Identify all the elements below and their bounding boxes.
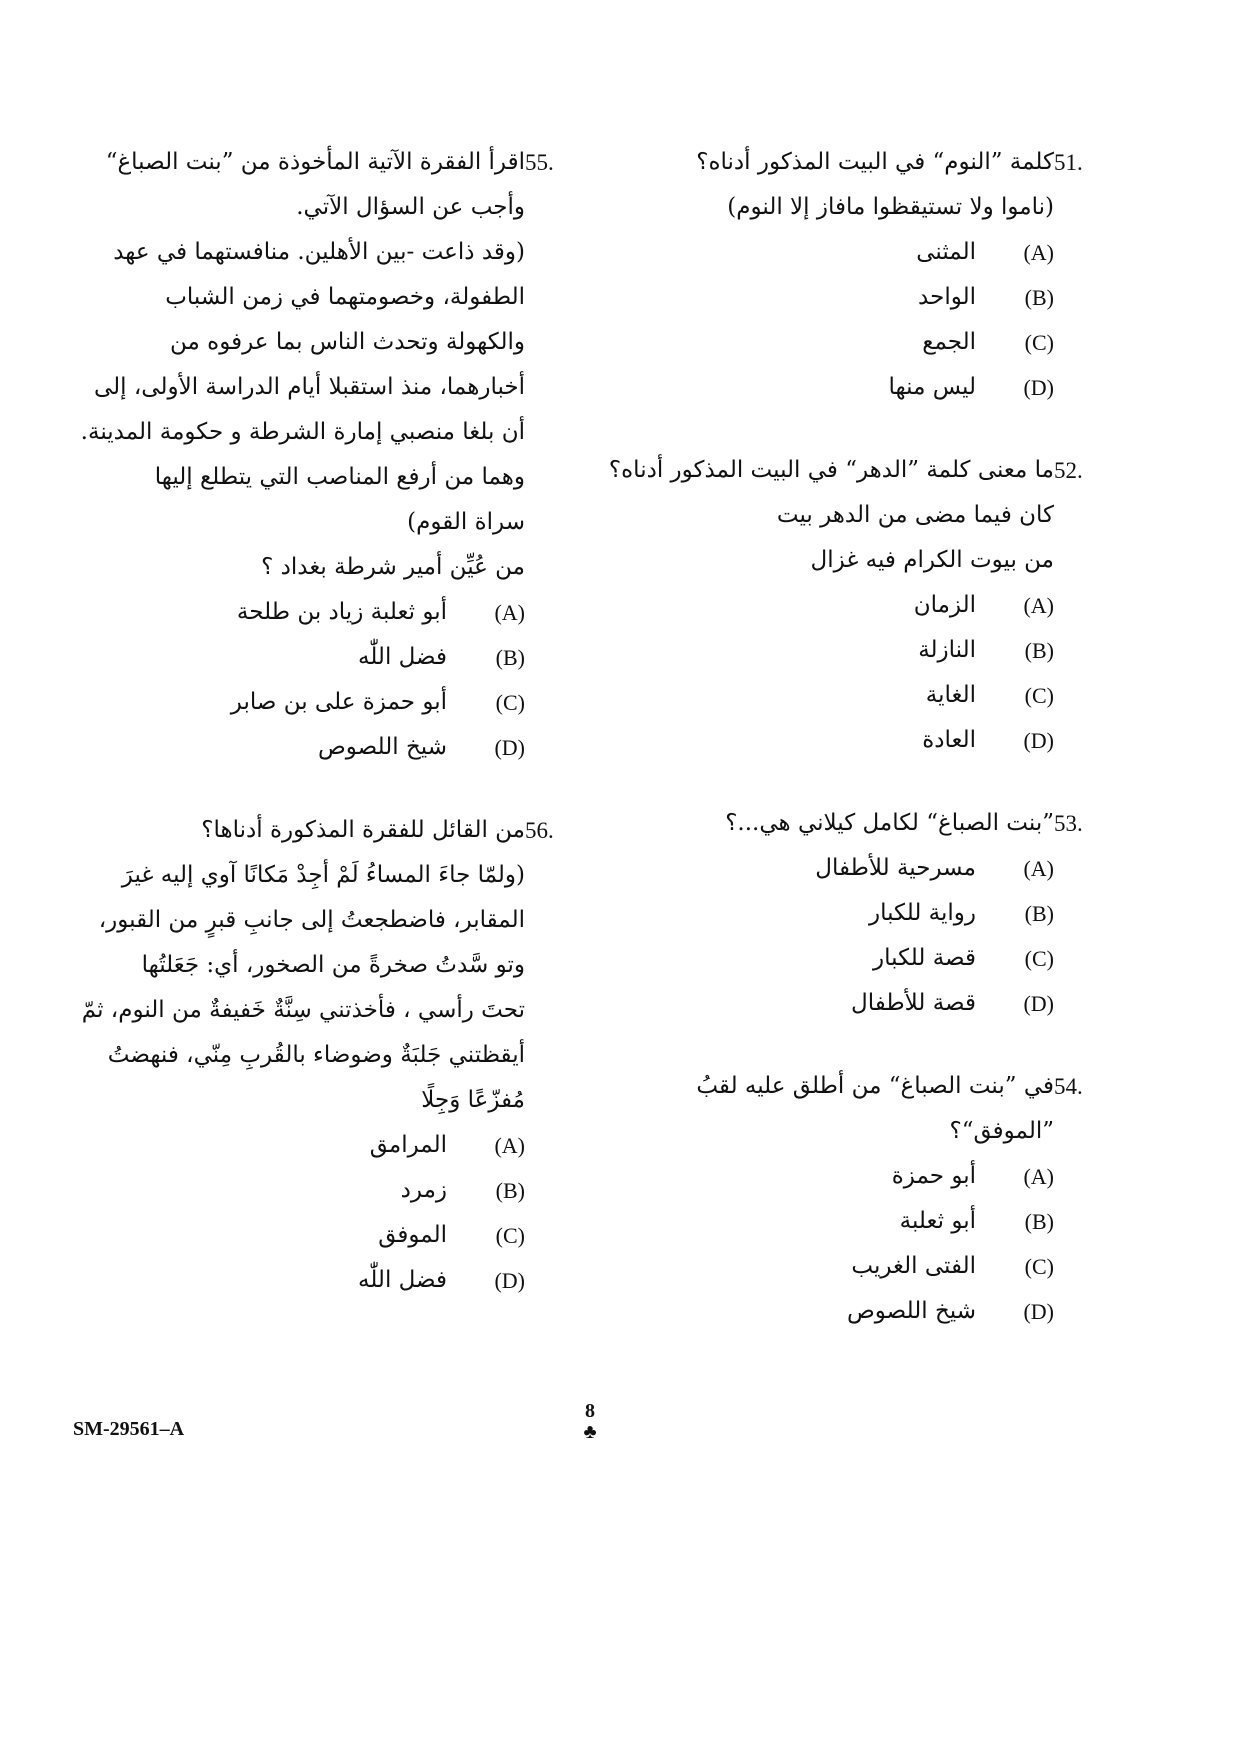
option-label: (A) [1023,593,1054,618]
question-line: والكهولة وتحدث الناس بما عرفوه من [170,329,525,355]
question-header [608,448,1114,583]
option-label: (B) [495,1178,525,1203]
question-number: 51. [1054,150,1083,175]
question-line: وتو سَّدتُ صخرةً من الصخور، أي: جَعَلتُها [141,952,525,978]
question-text [81,140,525,590]
question-header [614,1064,1114,1154]
question-line: وهما من أرفع المناصب التي يتطلع إليها [154,464,525,490]
question-line: في ”بنت الصباغ“ من أطلق عليه لقبُ [696,1073,1054,1099]
option-label: (A) [1023,856,1054,881]
options-list [85,1123,585,1303]
exam-code: SM-29561–A [73,1418,185,1440]
question-53 [614,801,1114,1026]
left-column [80,140,585,1341]
option-text: أبو حمزة على بن صابر [230,689,447,715]
option-text: الغاية [925,682,976,708]
option-text: النازلة [918,637,976,663]
option-a [614,230,1054,275]
question-line: وأجب عن السؤال الآتي. [296,194,525,220]
question-text [609,448,1054,583]
option-text: مسرحية للأطفال [815,855,976,881]
option-text: رواية للكبار [868,900,976,926]
option-label: (D) [494,735,525,760]
option-text: المرامق [369,1132,447,1158]
option-text: زمرد [400,1177,447,1203]
option-b [614,275,1054,320]
option-label: (D) [1023,728,1054,753]
option-c [614,673,1054,718]
option-d [85,1258,525,1303]
question-line: أيقظتني جَلبَةٌ وضوضاء بالقُربِ مِنّي، فنهضتُ [107,1042,525,1068]
question-header [80,140,585,590]
question-text [614,1064,1054,1154]
option-label: (C) [1024,1254,1054,1279]
question-text [614,140,1054,230]
question-line: ما معنى كلمة ”الدهر“ في البيت المذكور أدناه؟ [608,457,1054,483]
option-b [614,891,1054,936]
option-text: قصة للأطفال [851,990,976,1016]
option-label: (A) [494,600,525,625]
question-line: ”الموفق“؟ [949,1118,1054,1144]
option-text: قصة للكبار [873,945,976,971]
option-text: فضل اللّٰه [357,644,447,670]
question-line: كلمة ”النوم“ في البيت المذكور أدناه؟ [696,149,1054,175]
option-text: الموفق [378,1222,447,1248]
question-text [614,801,1054,846]
option-b [614,628,1054,673]
option-d [614,981,1054,1026]
question-line: المقابر، فاضطجعتُ إلى جانبِ قبرٍ من القبور، [98,907,525,933]
question-line: (وقد ذاعت -بين الأهلين. منافستهما في عهد [113,239,525,265]
option-d [614,1289,1054,1334]
options-list [614,230,1114,410]
question-number: 55. [525,150,554,175]
question-number: 52. [1054,458,1083,483]
option-c [614,936,1054,981]
option-b [85,1168,525,1213]
options-list [614,1154,1114,1334]
option-label: (B) [1024,285,1054,310]
question-line: كان فيما مضى من الدهر بيت [776,502,1054,528]
option-a [85,1123,525,1168]
option-text: الزمان [913,592,976,618]
option-d [85,725,525,770]
option-text: شيخ اللصوص [317,734,447,760]
option-c [614,320,1054,365]
option-text: أبو حمزة [891,1163,976,1189]
question-51 [614,140,1114,410]
option-text: المثنى [916,239,976,265]
options-list [85,590,585,770]
club-icon: ♣ [583,1421,597,1443]
option-text: الجمع [922,329,976,355]
option-text: الواحد [918,284,976,310]
question-line: مُفزّعًا وَجِلًا [421,1087,525,1113]
option-text: فضل اللّٰه [357,1267,447,1293]
option-label: (B) [1024,901,1054,926]
option-text: أبو ثعلبة [899,1208,976,1234]
option-d [614,365,1054,410]
option-label: (C) [495,1223,525,1248]
page-number-text: 8 [585,1400,595,1422]
option-label: (C) [1024,946,1054,971]
question-line: تحتَ رأسي ، فأخذتني سِنَّةٌ خَفيفةٌ من النوم، ثمّ [81,997,525,1023]
question-54 [614,1064,1114,1334]
options-list [614,846,1114,1026]
option-text: العادة [922,727,976,753]
option-label: (B) [1024,1209,1054,1234]
option-c [614,1244,1054,1289]
option-a [614,1154,1054,1199]
page-number [570,1400,610,1442]
question-line: أخبارهما، منذ استقبلا أيام الدراسة الأولى، إلى [93,374,525,400]
question-55 [80,140,585,770]
option-c [85,1213,525,1258]
options-list [614,583,1114,763]
option-b [614,1199,1054,1244]
question-number: 56. [525,818,554,843]
option-label: (A) [1023,240,1054,265]
question-header [614,140,1114,230]
question-52 [608,448,1114,763]
option-d [614,718,1054,763]
question-number: 54. [1054,1074,1083,1099]
question-text [82,808,525,1123]
option-text: ليس منها [888,374,976,400]
option-b [85,635,525,680]
option-label: (D) [1023,1299,1054,1324]
option-label: (D) [1023,991,1054,1016]
question-header [81,808,585,1123]
question-line: من عُيِّن أمير شرطة بغداد ؟ [261,554,525,580]
option-a [614,846,1054,891]
option-label: (C) [1024,330,1054,355]
question-line: سراة القوم) [407,509,525,535]
option-a [85,590,525,635]
option-c [85,680,525,725]
option-a [614,583,1054,628]
option-label: (A) [494,1133,525,1158]
option-label: (B) [1024,638,1054,663]
question-line: من بيوت الكرام فيه غزال [810,547,1054,573]
question-line: اقرأ الفقرة الآتية المأخوذة من ”بنت الصباغ“ [105,149,525,175]
question-line: أن بلغا منصبي إمارة الشرطة و حكومة المدينة. [80,419,525,445]
question-line: ”بنت الصباغ“ لكامل كيلاني هي...؟ [725,810,1054,836]
question-56 [81,808,585,1303]
option-text: الفتى الغريب [851,1253,976,1279]
option-label: (D) [494,1268,525,1293]
question-number: 53. [1054,811,1083,836]
option-label: (B) [495,645,525,670]
question-line: (ولمّا جاءَ المساءُ لَمْ أجِدْ مَكانًا آوي إليه غيرَ [121,862,525,888]
option-label: (A) [1023,1164,1054,1189]
option-label: (C) [495,690,525,715]
option-label: (D) [1023,375,1054,400]
option-text: أبو ثعلبة زياد بن طلحة [236,599,447,625]
question-line: من القائل للفقرة المذكورة أدناها؟ [201,817,525,843]
right-column [608,140,1114,1372]
option-label: (C) [1024,683,1054,708]
question-header [614,801,1114,846]
question-line: الطفولة، وخصومتهما في زمن الشباب [165,284,525,310]
option-text: شيخ اللصوص [846,1298,976,1324]
question-line: (ناموا ولا تستيقظوا مافاز إلا النوم) [727,194,1054,220]
